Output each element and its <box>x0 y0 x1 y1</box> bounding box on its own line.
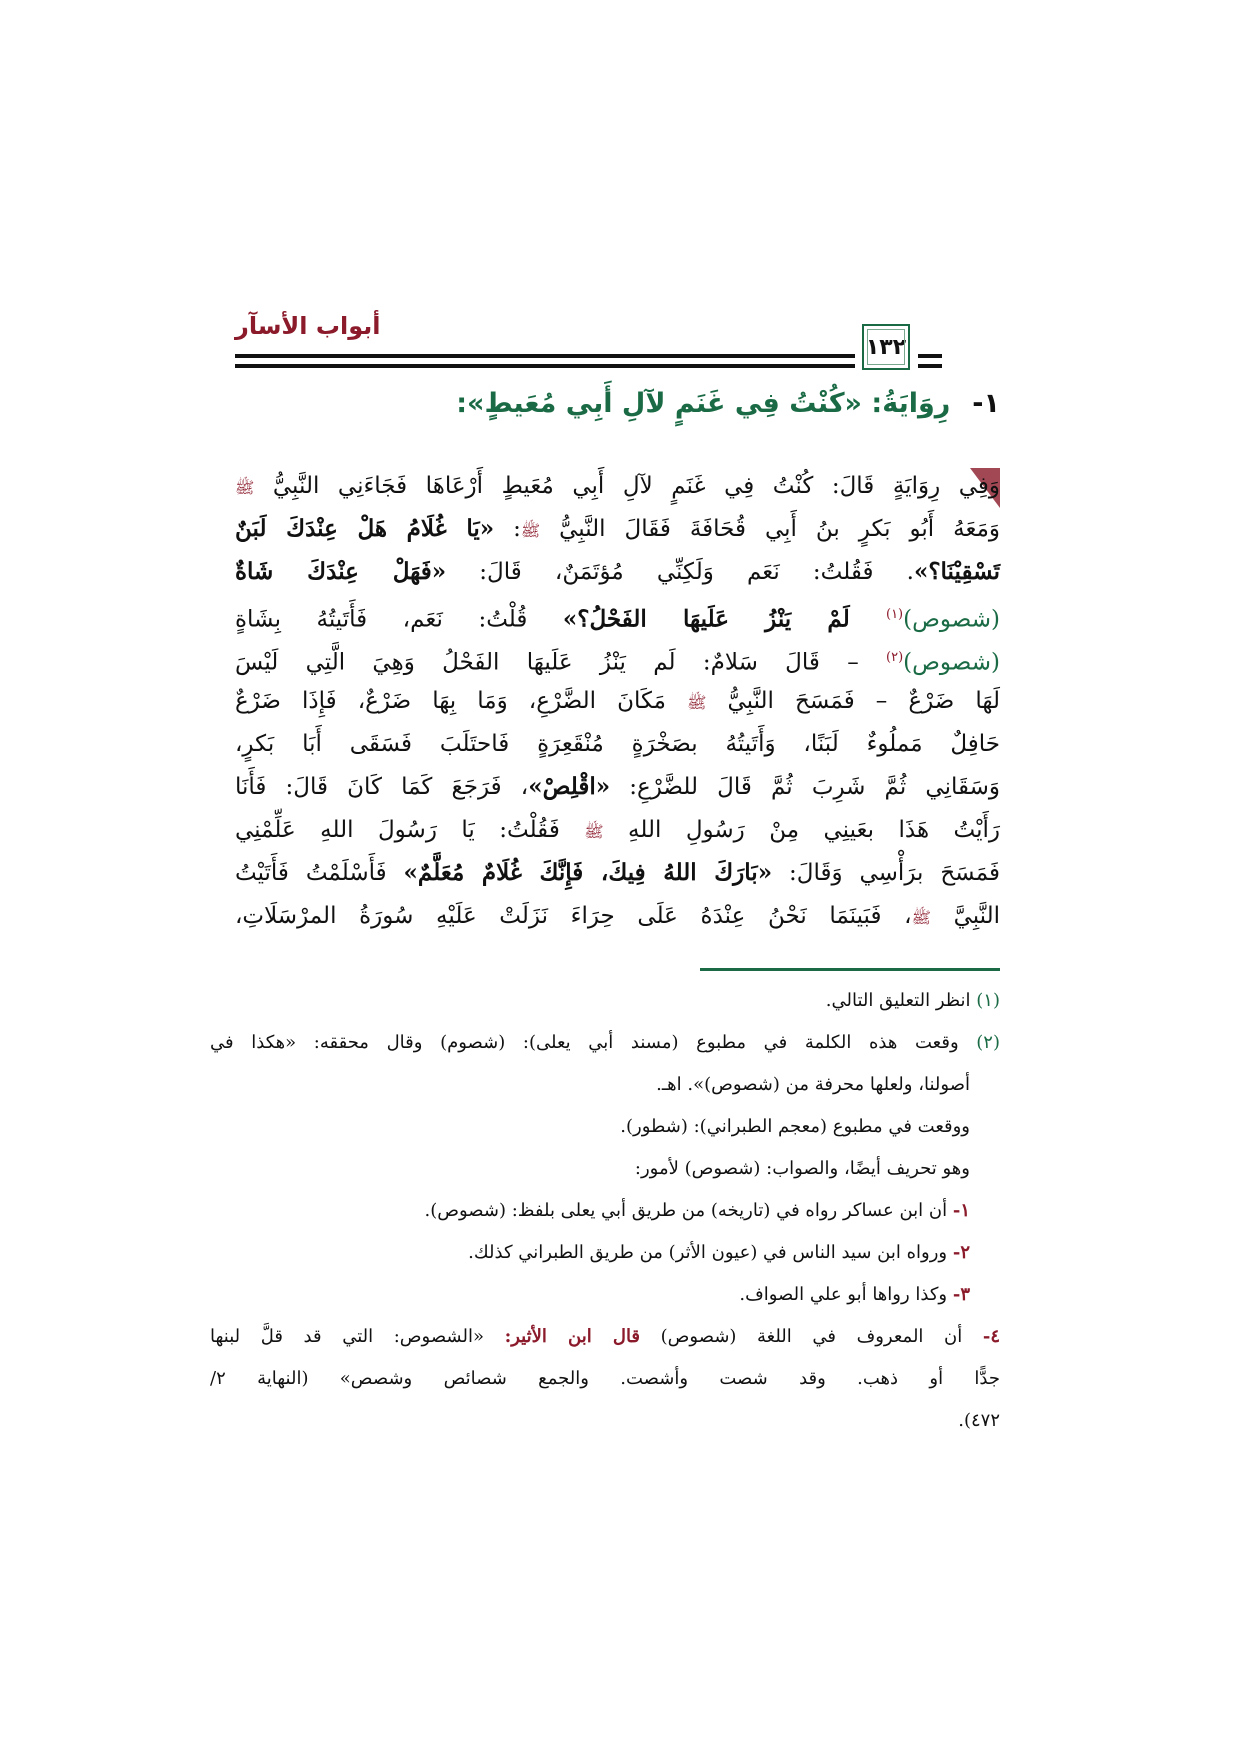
footnote-list-item: ١- أن ابن عساكر رواه في (تاريخه) من طريق أبي يعلى بلفظ: (شصوص). <box>424 1200 970 1221</box>
header-rule <box>918 354 942 358</box>
footnote-1: (١) انظر التعليق التالي. <box>825 990 1000 1011</box>
body-line: حَافِلٌ مَملُوءٌ لَبَنًا، وَأَتَيتُهُ بصَخْرَةٍ مُنْقَعِرَةٍ فَاحتَلَبَ فَسَقَى أَبَا بَكرٍ، <box>235 731 1000 757</box>
body-line: (شصوص)$^{(١)}$ لَمْ يَنْزُ عَلَيهَا الفَحْلُ؟» قُلْتُ: نَعَم، فَأَتَيتُهُ بِشَاةٍ <box>235 605 1000 633</box>
footnote-2-line: ووقعت في مطبوع (معجم الطبراني): (شطور). <box>620 1116 970 1137</box>
section-title: رِوَايَةُ: «كُنْتُ فِي غَنَمٍ لآلِ أَبِي مُعَيطٍ»: <box>456 388 951 419</box>
footnote-list-item: ٢- ورواه ابن سيد الناس في (عيون الأثر) من طريق الطبراني كذلك. <box>468 1242 970 1263</box>
body-line: وَفِي رِوَايَةٍ قَالَ: كُنْتُ فِي غَنَمٍ لآلِ أَبِي مُعَيطٍ أَرْعَاهَا فَجَاءَنِي النَّبِيُّ ﷺ <box>235 473 1001 499</box>
running-title: أبواب الأسآر <box>235 312 381 340</box>
body-line: لَهَا ضَرْعٌ – فَمَسَحَ النَّبِيُّ ﷺ مَكَانَ الضَّرْعِ، وَمَا بِهَا ضَرْعٌ، فَإِذَا ضَرْعٌ <box>235 688 1000 714</box>
page-number: ١٣٢ <box>862 324 910 370</box>
footnote-list-item: ٣- وكذا رواها أبو علي الصواف. <box>739 1284 970 1305</box>
footnote-line: ٤٧٢). <box>958 1410 1000 1431</box>
section-heading <box>456 388 1000 419</box>
salutation-icon: ﷺ <box>911 908 931 927</box>
footnote-separator <box>700 968 1000 971</box>
salutation-icon: ﷺ <box>687 693 707 712</box>
footnote-2: (٢) وقعت هذه الكلمة في مطبوع (مسند أبي يعلى): (شصوم) وقال محققه: «هكذا في <box>210 1032 1000 1053</box>
footnote-list-item: ٤- أن المعروف في اللغة (شصوص) قال ابن الأثير: «الشصوص: التي قد قلَّ لبنها <box>210 1326 1000 1347</box>
footnote-line: جدًّا أو ذهب. وقد شصت وأشصت. والجمع شصائص وشصص» (النهاية ٢/ <box>210 1368 1000 1389</box>
footnote-2-line: وهو تحريف أيضًا، والصواب: (شصوص) لأمور: <box>634 1158 970 1179</box>
footnote-2-line: أصولنا، ولعلها محرفة من (شصوص)». اهـ. <box>656 1074 970 1095</box>
body-line: النَّبِيَّ ﷺ، فَبَينَمَا نَحْنُ عِنْدَهُ عَلَى حِرَاءَ نَزَلَتْ عَلَيْهِ سُورَةُ المرْسَلَاتِ، <box>235 903 1001 929</box>
footnote-ref[interactable]: (١) <box>885 607 904 622</box>
body-line: فَمَسَحَ برَأْسِي وَقَالَ: «بَارَكَ اللهُ فِيكَ، فَإِنَّكَ غُلَامٌ مُعَلَّمٌ» فَأَسْلَمْتُ فَأَتَيْتُ <box>235 859 1000 886</box>
salutation-icon: ﷺ <box>235 478 255 497</box>
header-rule <box>235 364 855 368</box>
salutation-icon: ﷺ <box>520 521 541 540</box>
body-line: وَمَعَهُ أَبُو بَكرٍ بنُ أَبِي قُحَافَةَ فَقَالَ النَّبِيُّ ﷺ: «يَا غُلَامُ هَلْ عِنْدَكَ لَبَنٌ <box>235 515 1001 542</box>
header-rule <box>918 364 942 368</box>
body-line: رَأَيْتُ هَذَا بعَينِي مِنْ رَسُولِ اللهِ ﷺ فَقُلْتُ: يَا رَسُولَ اللهِ عَلِّمْنِي <box>235 817 1000 843</box>
header-rule <box>235 354 855 358</box>
body-line: وَسَقَانِي ثُمَّ شَرِبَ ثُمَّ قَالَ للضَّرْعِ: «اقْلِصْ»، فَرَجَعَ كَمَا كَانَ قَالَ: فَأَنَا <box>235 773 1000 800</box>
body-line: تَسْقِيْنَا؟». فَقُلتُ: نَعَم وَلَكِنِّي مُؤتَمَنٌ، قَالَ: «فَهَلْ عِنْدَكَ شَاةٌ <box>235 558 1000 585</box>
footnote-ref[interactable]: (٢) <box>886 650 904 665</box>
body-line: (شصوص)$^{(٢)}$ – قَالَ سَلامٌ: لَم يَنْزُ عَلَيهَا الفَحْلُ وَهِيَ الَّتِي لَيْسَ <box>235 649 1000 676</box>
section-number: ١- <box>972 388 1000 419</box>
salutation-icon: ﷺ <box>584 822 604 841</box>
